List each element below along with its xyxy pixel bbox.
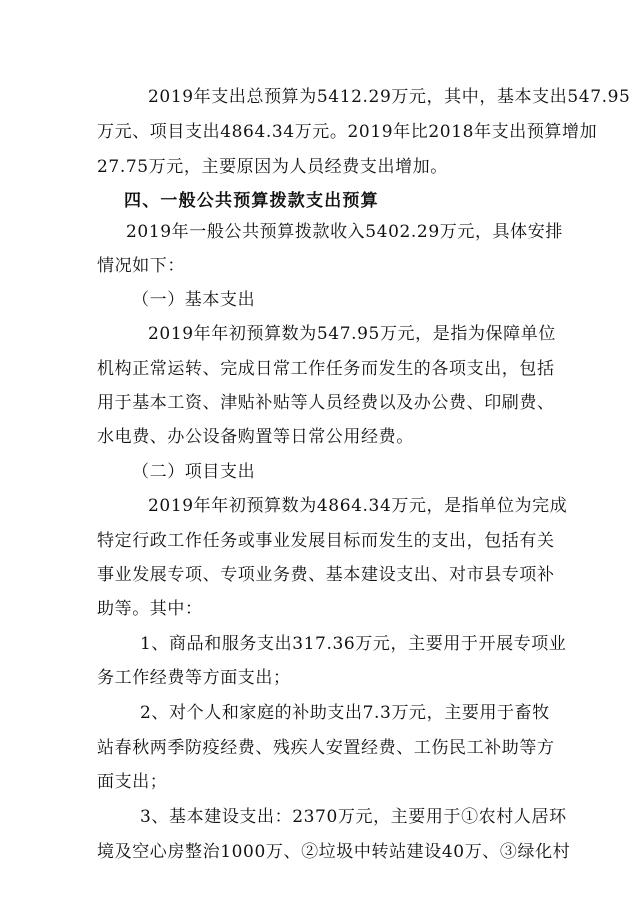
section-4-line-2: 情况如下： [97,256,185,276]
project-expenditure-heading: （二）项目支出 [132,462,256,482]
basic-expenditure-heading: （一）基本支出 [132,290,256,310]
project-expenditure-line-2: 特定行政工作任务或事业发展目标而发生的支出，包括有关 [97,531,555,551]
project-expenditure-line-4: 助等。其中： [97,599,203,619]
budget-summary-line-1: 2019年支出总预算为5412.29万元，其中，基本支出547.95 [148,87,631,107]
basic-expenditure-line-4: 水电费、办公设备购置等日常公用经费。 [97,427,414,447]
basic-expenditure-line-2: 机构正常运转、完成日常工作任务而发生的各项支出，包括 [97,359,555,379]
item-1-line-1: 1、商品和服务支出317.36万元，主要用于开展专项业 [140,634,567,654]
section-4-line-1: 2019年一般公共预算拨款收入5402.29万元，具体安排 [126,222,563,242]
budget-summary-line-3: 27.75万元，主要原因为人员经费支出增加。 [97,157,448,177]
item-1-line-2: 务工作经费等方面支出； [97,668,291,688]
item-3-line-1: 3、基本建设支出：2370万元，主要用于①农村人居环 [140,807,567,827]
project-expenditure-line-1: 2019年年初预算数为4864.34万元，是指单位为完成 [148,496,568,516]
budget-summary-line-2: 万元、项目支出4864.34万元。2019年比2018年支出预算增加 [97,122,598,142]
section-4-heading: 四、一般公共预算拨款支出预算 [124,191,379,211]
basic-expenditure-line-1: 2019年年初预算数为547.95万元，是指为保障单位 [148,324,556,344]
item-2-line-3: 面支出； [97,772,168,792]
project-expenditure-line-3: 事业发展专项、专项业务费、基本建设支出、对市县专项补 [97,565,555,585]
item-2-line-1: 2、对个人和家庭的补助支出7.3万元，主要用于畜牧 [140,703,550,723]
item-3-line-2: 境及空心房整治1000万、②垃圾中转站建设40万、③绿化村 [97,842,571,862]
item-2-line-2: 站春秋两季防疫经费、残疾人安置经费、工伤民工补助等方 [97,738,555,758]
basic-expenditure-line-3: 用于基本工资、津贴补贴等人员经费以及办公费、印刷费、 [97,393,555,413]
